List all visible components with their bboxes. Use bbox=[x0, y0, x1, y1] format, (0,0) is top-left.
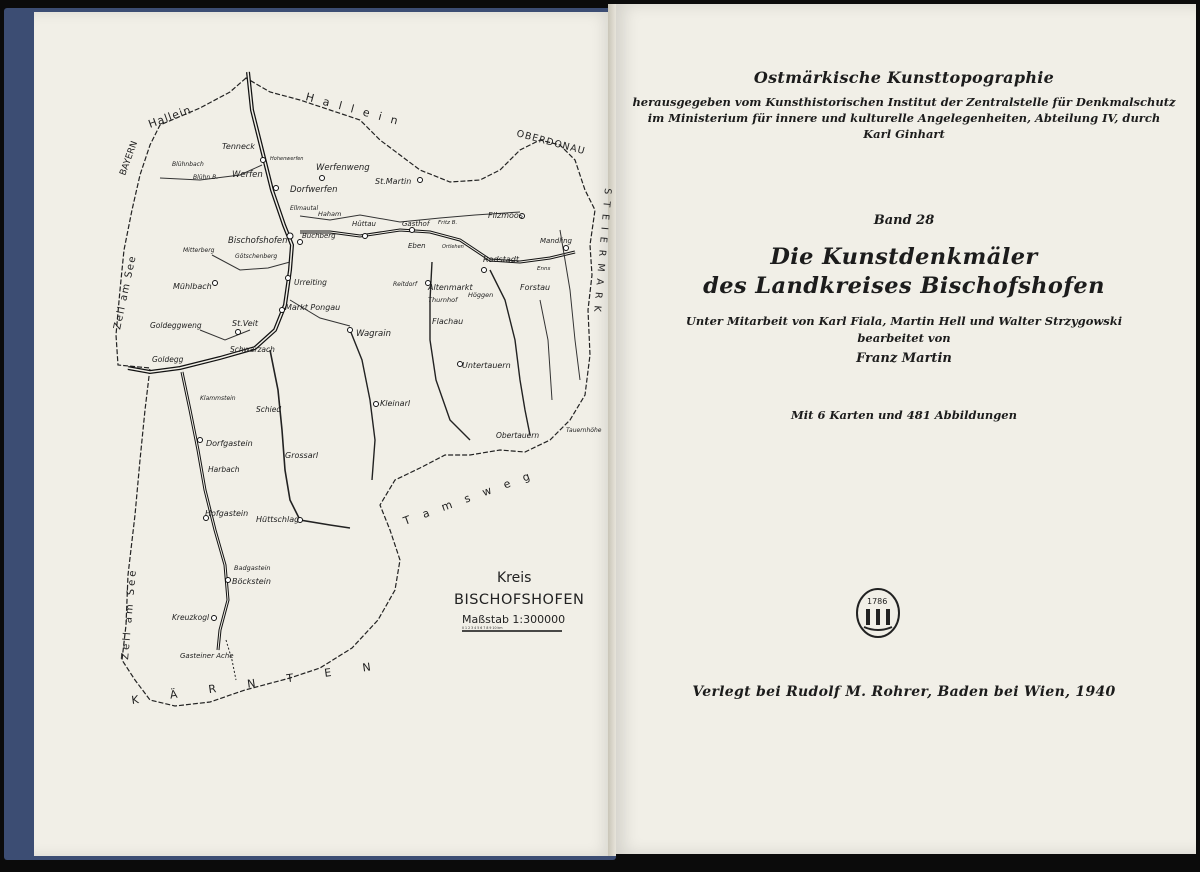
map-scale: Maßstab 1:300000 bbox=[462, 613, 566, 626]
place-muehlbach: Mühlbach bbox=[173, 282, 212, 291]
place-hoeggen: Höggen bbox=[468, 291, 494, 299]
place-markt-pongau: Markt Pongau bbox=[285, 303, 341, 312]
place-filzmoos: Filzmoos bbox=[488, 211, 523, 220]
place-schied: Schied bbox=[256, 405, 282, 414]
place-bluehn-b: Blühn B. bbox=[193, 174, 219, 181]
place-markers bbox=[198, 158, 569, 621]
place-bluehnbach: Blühnbach bbox=[172, 161, 204, 168]
place-tauernhoehe: Tauernhöhe bbox=[566, 427, 602, 434]
place-gasthof: Gasthof bbox=[402, 220, 430, 228]
place-obertauern: Obertauern bbox=[496, 431, 540, 440]
label-kaernten: K Ä R N T E N bbox=[130, 658, 386, 707]
editor-line-3: Karl Ginhart bbox=[863, 127, 945, 141]
place-altenmarkt: Altenmarkt bbox=[428, 283, 473, 292]
place-badgastein: Böckstein bbox=[232, 577, 271, 586]
place-kleinarl: Kleinarl bbox=[380, 399, 411, 408]
label-bayern: BAYERN bbox=[118, 139, 141, 178]
place-enns: Enns bbox=[537, 266, 551, 272]
place-fritz-b: Fritz B. bbox=[438, 220, 458, 226]
place-schwarzach: Schwarzach bbox=[230, 345, 275, 354]
place-werfen: Werfen bbox=[232, 170, 263, 180]
publisher-logo bbox=[854, 587, 902, 639]
place-forstau: Forstau bbox=[520, 283, 551, 292]
enns-river bbox=[300, 230, 575, 262]
series-title: Ostmärkische Kunsttopographie bbox=[753, 68, 1055, 87]
place-goldegg: Goldegg bbox=[152, 355, 184, 364]
collaborators-line-2: bearbeitet von bbox=[857, 331, 951, 345]
place-goetschenberg: Götschenberg bbox=[235, 253, 278, 260]
label-hallein-top: H a l l e i n bbox=[304, 90, 403, 129]
place-huettau: Hüttau bbox=[352, 220, 376, 228]
place-huettschlag: Hüttschlag bbox=[256, 515, 300, 524]
book-title bbox=[612, 243, 1196, 301]
place-buchberg: Buchberg bbox=[302, 232, 336, 240]
label-zell-upper: Zell am See bbox=[112, 254, 139, 331]
label-oberdonau: OBERDONAU bbox=[515, 128, 587, 158]
place-tenneck: Tenneck bbox=[222, 142, 255, 151]
label-steiermark: S T E I E R M A R K bbox=[591, 187, 613, 315]
place-werfenweng: Werfenweng bbox=[316, 163, 370, 173]
place-grossarl: Grossarl bbox=[285, 451, 319, 460]
railway bbox=[226, 640, 236, 680]
place-dorfgastein: Dorfgastein bbox=[206, 439, 253, 448]
place-harbach: Harbach bbox=[208, 465, 240, 474]
map-scale-ticks: 0 1 2 3 4 5 6 7 8 9 10 km bbox=[462, 626, 503, 630]
illustrations-note: Mit 6 Karten und 481 Abbildungen bbox=[791, 408, 1017, 422]
place-dorfwerfen: Dorfwerfen bbox=[290, 185, 338, 195]
place-koetschachtal: Badgastein bbox=[234, 564, 271, 572]
place-eben: Eben bbox=[408, 242, 426, 250]
place-kreuzkogl: Gasteiner Ache bbox=[180, 652, 234, 660]
place-hohenwerfen: Hohenwerfen bbox=[270, 156, 304, 162]
map-kreis-name: BISCHOFSHOFEN bbox=[454, 592, 585, 608]
place-hofgastein: Hofgastein bbox=[205, 509, 249, 518]
place-thurnhof: Thurnhof bbox=[428, 296, 458, 304]
publisher-line: Verlegt bei Rudolf M. Rohrer, Baden bei Wien, 1940 bbox=[692, 684, 1116, 700]
collaborators bbox=[612, 313, 1196, 347]
publisher-logo-year: 1786 bbox=[867, 597, 888, 606]
place-reitdorf: Reitdorf bbox=[393, 281, 417, 288]
editor-line-2: im Ministerium für innere und kulturelle Angelegenheiten, Abteilung IV, durch bbox=[647, 111, 1161, 125]
label-zell-lower: Zell am See bbox=[120, 567, 140, 661]
place-wagrain: Wagrain bbox=[356, 329, 391, 339]
place-ellmautal: Ellmautal bbox=[290, 205, 319, 212]
place-mitterberg: Mitterberg bbox=[183, 247, 215, 254]
editor-line-1: herausgegeben vom Kunsthistorischen Institut der Zentralstelle für Denkmalschutz bbox=[632, 95, 1176, 109]
place-boeckstein: Kreuzkogl bbox=[172, 613, 210, 622]
place-flachau: Flachau bbox=[432, 317, 464, 326]
collaborators-line-1: Unter Mitarbeit von Karl Fiala, Martin Hell und Walter Strzygowski bbox=[685, 314, 1123, 328]
place-ortlehen: Ortlehen bbox=[442, 244, 464, 250]
grossarl-river bbox=[270, 350, 350, 528]
place-urreiting: Urreiting bbox=[294, 278, 327, 287]
place-goldeggweng: Goldeggweng bbox=[150, 321, 202, 330]
place-bischofshofen: Bischofshofen bbox=[228, 236, 288, 246]
place-mandling: Mandling bbox=[540, 237, 572, 245]
place-radstadt: Radstadt bbox=[483, 255, 519, 264]
editor-block bbox=[612, 94, 1196, 142]
road-network bbox=[160, 165, 580, 400]
label-hallein-left: Hallein bbox=[146, 103, 194, 131]
map-kreis-label: Kreis bbox=[497, 570, 532, 586]
book-title-line-1: Die Kunstdenkmäler bbox=[770, 244, 1038, 270]
place-st-veit: St.Veit bbox=[232, 319, 259, 328]
place-st-martin: St.Martin bbox=[375, 177, 412, 186]
volume-number: Band 28 bbox=[873, 213, 935, 228]
book-title-line-2: des Landkreises Bischofshofen bbox=[703, 273, 1105, 299]
place-haham: Haham bbox=[318, 210, 342, 218]
place-klammstein: Klammstein bbox=[200, 395, 236, 402]
place-untertauern: Untertauern bbox=[462, 361, 511, 370]
kleinarl-river bbox=[350, 330, 375, 480]
label-tamsweg: T a m s w e g bbox=[401, 468, 537, 528]
taurach-river bbox=[490, 270, 530, 435]
author-name: Franz Martin bbox=[856, 351, 952, 366]
